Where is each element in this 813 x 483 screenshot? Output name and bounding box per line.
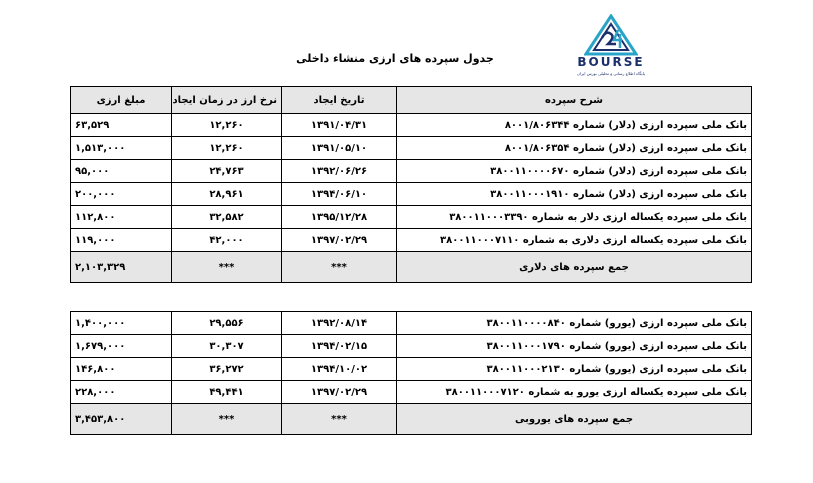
table-row bbox=[71, 312, 752, 335]
cell-desc: بانک ملی سپرده ارزی (دلار) شماره ۸۰۰۱/۸۰۶۳۴۴ bbox=[397, 114, 752, 137]
cell-rate: *** bbox=[172, 404, 282, 435]
table-row bbox=[71, 160, 752, 183]
cell-desc: بانک ملی سپرده ارزی (یورو) شماره ۳۸۰۰۱۱۰۰۰۱۷۹۰ bbox=[397, 335, 752, 358]
usd-deposits-table bbox=[70, 86, 752, 283]
cell-amount: ۲,۱۰۳,۳۲۹ bbox=[71, 252, 172, 283]
cell-date: ۱۳۹۴/۰۲/۱۵ bbox=[282, 335, 397, 358]
table-row bbox=[71, 229, 752, 252]
page-title: جدول سپرده های ارزی منشاء داخلی bbox=[296, 52, 494, 65]
cell-desc: جمع سپرده های یوروبی bbox=[397, 404, 752, 435]
cell-rate: ۳۲,۵۸۲ bbox=[172, 206, 282, 229]
cell-rate: ۳۶,۲۷۲ bbox=[172, 358, 282, 381]
cell-desc: بانک ملی سپرده ارزی (دلار) شماره ۸۰۰۱/۸۰۶۳۵۴ bbox=[397, 137, 752, 160]
cell-amount: ۱۱۲,۸۰۰ bbox=[71, 206, 172, 229]
table-row bbox=[71, 381, 752, 404]
table-header-row bbox=[71, 87, 752, 114]
cell-date: ۱۳۹۲/۰۸/۱۴ bbox=[282, 312, 397, 335]
cell-amount: ۱۱۹,۰۰۰ bbox=[71, 229, 172, 252]
logo-tagline: پایگاه اطلاع رسانی و تحلیلی بورس ایران bbox=[577, 71, 645, 76]
cell-rate: ۴۹,۴۴۱ bbox=[172, 381, 282, 404]
table-row bbox=[71, 335, 752, 358]
cell-amount: ۲۰۰,۰۰۰ bbox=[71, 183, 172, 206]
cell-amount: ۱,۵۱۳,۰۰۰ bbox=[71, 137, 172, 160]
cell-date: ۱۳۹۷/۰۲/۲۹ bbox=[282, 381, 397, 404]
header-date: تاریخ ایجاد bbox=[282, 87, 397, 114]
cell-desc: بانک ملی سپرده یکساله ارزی دلاری به شماره ۳۸۰۰۱۱۰۰۰۷۱۱۰ bbox=[397, 229, 752, 252]
header-amount: مبلغ ارزی bbox=[71, 87, 172, 114]
cell-date: ۱۳۹۴/۱۰/۰۲ bbox=[282, 358, 397, 381]
logo-brand-text: BOURSE bbox=[577, 55, 645, 69]
cell-amount: ۹۵,۰۰۰ bbox=[71, 160, 172, 183]
logo-mark-icon bbox=[584, 14, 638, 56]
cell-amount: ۳,۴۵۳,۸۰۰ bbox=[71, 404, 172, 435]
cell-desc: بانک ملی سپرده ارزی (یورو) شماره ۳۸۰۰۱۱۰۰۰۰۸۴۰ bbox=[397, 312, 752, 335]
table-row bbox=[71, 114, 752, 137]
cell-rate: ۱۲,۲۶۰ bbox=[172, 114, 282, 137]
cell-desc: جمع سپرده های دلاری bbox=[397, 252, 752, 283]
cell-date: ۱۳۹۷/۰۲/۲۹ bbox=[282, 229, 397, 252]
total-row bbox=[71, 404, 752, 435]
cell-desc: بانک ملی سپرده یکساله ارزی یورو به شماره ۳۸۰۰۱۱۰۰۰۷۱۲۰ bbox=[397, 381, 752, 404]
cell-date: ۱۳۹۲/۰۶/۲۶ bbox=[282, 160, 397, 183]
cell-amount: ۱۴۶,۸۰۰ bbox=[71, 358, 172, 381]
cell-date: ۱۳۹۵/۱۲/۲۸ bbox=[282, 206, 397, 229]
table-row bbox=[71, 358, 752, 381]
cell-rate: ۴۲,۰۰۰ bbox=[172, 229, 282, 252]
cell-rate: *** bbox=[172, 252, 282, 283]
cell-desc: بانک ملی سپرده ارزی (دلار) شماره ۳۸۰۰۱۱۰۰۰۱۹۱۰ bbox=[397, 183, 752, 206]
cell-desc: بانک ملی سپرده یکساله ارزی دلار به شماره ۳۸۰۰۱۱۰۰۰۳۳۹۰ bbox=[397, 206, 752, 229]
cell-rate: ۲۴,۷۶۳ bbox=[172, 160, 282, 183]
cell-desc: بانک ملی سپرده ارزی (یورو) شماره ۳۸۰۰۱۱۰۰۰۲۱۳۰ bbox=[397, 358, 752, 381]
cell-rate: ۳۰,۳۰۷ bbox=[172, 335, 282, 358]
bourse-logo bbox=[572, 14, 650, 84]
cell-desc: بانک ملی سپرده ارزی (دلار) شماره ۳۸۰۰۱۱۰۰۰۰۶۷۰ bbox=[397, 160, 752, 183]
header-rate: نرخ ارز در زمان ایجاد bbox=[172, 87, 282, 114]
table-row bbox=[71, 183, 752, 206]
cell-date: *** bbox=[282, 252, 397, 283]
total-row bbox=[71, 252, 752, 283]
cell-date: ۱۳۹۱/۰۵/۱۰ bbox=[282, 137, 397, 160]
cell-rate: ۱۲,۲۶۰ bbox=[172, 137, 282, 160]
cell-amount: ۱,۴۰۰,۰۰۰ bbox=[71, 312, 172, 335]
cell-amount: ۱,۶۷۹,۰۰۰ bbox=[71, 335, 172, 358]
cell-date: ۱۳۹۴/۰۶/۱۰ bbox=[282, 183, 397, 206]
table-row bbox=[71, 137, 752, 160]
table-row bbox=[71, 206, 752, 229]
cell-rate: ۲۸,۹۶۱ bbox=[172, 183, 282, 206]
cell-amount: ۲۲۸,۰۰۰ bbox=[71, 381, 172, 404]
cell-rate: ۲۹,۵۵۶ bbox=[172, 312, 282, 335]
header-desc: شرح سپرده bbox=[397, 87, 752, 114]
cell-amount: ۶۳,۵۲۹ bbox=[71, 114, 172, 137]
cell-date: ۱۳۹۱/۰۴/۳۱ bbox=[282, 114, 397, 137]
eur-deposits-table bbox=[70, 311, 752, 435]
cell-date: *** bbox=[282, 404, 397, 435]
